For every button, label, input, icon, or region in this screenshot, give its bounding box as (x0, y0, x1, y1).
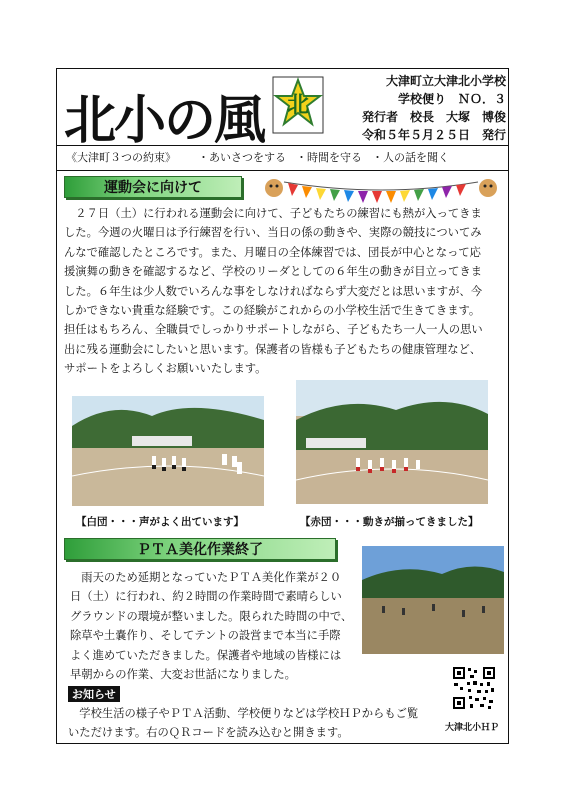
promise-divider (56, 170, 509, 171)
promise-item: ・時間を守る (296, 151, 362, 164)
header-info (336, 72, 506, 144)
section-heading-pta (64, 538, 336, 560)
promise-item: ・人の話を聞く (372, 151, 449, 164)
text-line: 出に残る運動会にしたいと思います。保護者の皆様も子どもたちの健康管理など、 (64, 342, 482, 356)
text-line: 雨天のため延期となっていたＰＴＡ美化作業が２０ (70, 571, 342, 584)
photo-pta-cleanup (362, 546, 504, 654)
text-line: した。６年生は少人数でいろんな事をしなければならず大変だとは思いますが、今 (64, 284, 482, 298)
qr-code-icon[interactable] (452, 666, 496, 710)
promise-bar (60, 149, 504, 167)
text-line: 学校生活の様子やＰＴＡ活動、学校便りなどは学校ＨＰからもご覧 (68, 707, 419, 720)
notice-text (68, 704, 448, 743)
publisher: 発行者 校長 大塚 博俊 (361, 110, 506, 124)
school-name: 大津町立大津北小学校 (385, 74, 506, 88)
pta-article (70, 568, 360, 684)
notice-label: お知らせ (68, 686, 120, 702)
school-emblem-icon (272, 76, 324, 134)
text-line: 担任はもちろん、全職員でしっかりサポートしながら、子どもたち一人一人の思い (64, 323, 483, 337)
text-line: んなで確認したところです。また、月曜日の全体練習では、団長が中心となって応 (64, 245, 481, 259)
text-line: しかできない貴重な経験です。この経験がこれからの小学校生活で生きてきます。 (64, 304, 481, 318)
section-heading-sports-day (64, 176, 242, 198)
text-line: 援演舞の動きを確認するなど、学校のリーダとしての６年生の動きが目立ってきま (64, 265, 482, 279)
text-line: 早朝からの作業、大変お世話になりました。 (70, 668, 296, 682)
text-line: グラウンドの環境が整いました。限られた時間の中で、 (70, 609, 353, 623)
sports-day-article (64, 204, 504, 379)
caption-white-team: 【白団・・・声がよく出ています】 (76, 516, 244, 528)
text-line: サポートをよろしくお願いいたします。 (64, 362, 267, 376)
section-heading-label: ＰＴＡ美化作業終了 (137, 542, 263, 558)
newsletter-title: 北小の風 (64, 91, 265, 151)
caption-red-team: 【赤団・・・動きが揃ってきました】 (300, 516, 479, 528)
photo-red-team (296, 380, 488, 504)
qr-label: 大津北小ＨＰ (445, 723, 500, 733)
section-heading-label: 運動会に向けて (104, 180, 202, 196)
text-line: 除草や土嚢作り、そしてテントの設営まで本当に手際 (70, 629, 341, 643)
promise-label: 《大津町３つの約束》 (66, 151, 176, 164)
text-line: 日（土）に行われ、約２時間の作業時間で素晴らしい (70, 590, 342, 604)
promise-item: ・あいさつをする (198, 151, 286, 164)
svg-text:北: 北 (286, 93, 310, 118)
text-line: いただけます。右のＱＲコードを読み込むと開きます。 (68, 726, 349, 740)
issue-date: 令和５年５月２５日 発行 (361, 128, 506, 142)
photo-white-team (72, 396, 264, 506)
text-line: ２７日（土）に行われる運動会に向けて、子どもたちの練習にも熱が入ってきま (64, 207, 482, 220)
text-line: した。今週の火曜日は予行練習を行い、当日の係の動きや、実際の競技についてみ (64, 226, 482, 240)
issue-number: 学校便り ＮＯ．３ (397, 92, 506, 106)
text-line: よく進めていただきました。保護者や地域の皆様には (70, 648, 342, 662)
